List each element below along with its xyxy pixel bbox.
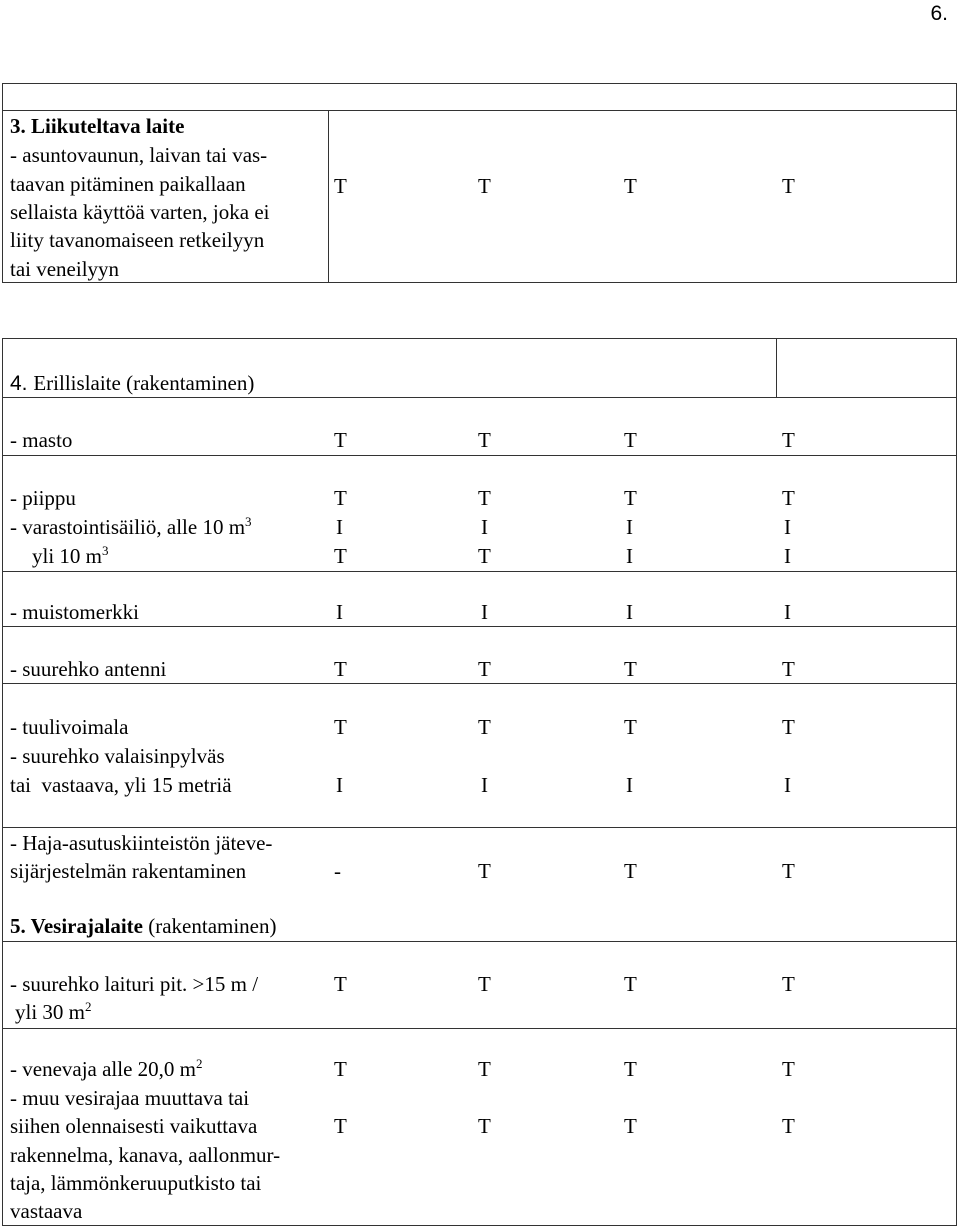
row-label-tuulivoimala: - tuulivoimala — [10, 715, 129, 739]
piippu-value: T — [624, 486, 637, 510]
row-label-laituri: - suurehko laituri pit. >15 m / — [10, 972, 259, 996]
row-label-muistomerkki: - muistomerkki — [10, 600, 139, 624]
sailio-label-b: yli 10 m — [32, 544, 103, 568]
muistomerkki-value: I — [481, 600, 488, 624]
sailio-value-b: T — [478, 544, 491, 568]
piippu-value: T — [478, 486, 491, 510]
laituri-label-b: yli 30 m — [15, 1000, 86, 1024]
row-label-antenni: - suurehko antenni — [10, 657, 167, 681]
section3-desc-line: liity tavanomaiseen retkeilyyn — [10, 228, 265, 252]
row-rule — [2, 827, 957, 828]
venevaja-value: T — [782, 1057, 795, 1081]
row-rule — [2, 1028, 957, 1029]
page-number: 6. — [930, 2, 948, 25]
tuulivoimala-value: T — [478, 715, 491, 739]
section4-heading-number: 4. — [10, 372, 34, 395]
sailio-value-a: I — [481, 515, 488, 539]
laituri-value: T — [624, 972, 637, 996]
row-rule — [2, 683, 957, 684]
sailio-value-a: I — [784, 515, 791, 539]
sailio-label-a: - varastointisäiliö, alle 10 m — [10, 515, 246, 539]
venevaja-label: - venevaja alle 20,0 m — [10, 1057, 197, 1081]
muu-value: T — [478, 1114, 491, 1138]
section3-value: T — [624, 174, 637, 198]
row-rule — [2, 941, 957, 942]
section5-heading-bold: 5. Vesirajalaite — [10, 914, 143, 938]
muistomerkki-value: I — [784, 600, 791, 624]
section4-right-divider — [776, 338, 777, 398]
row-label-venevaja — [10, 1055, 203, 1083]
sailio-sup-a: 3 — [245, 514, 252, 529]
section3-top-rule — [2, 110, 957, 111]
tuulivoimala-value: T — [782, 715, 795, 739]
tuulivoimala-value: T — [624, 715, 637, 739]
venevaja-sup: 2 — [196, 1056, 203, 1071]
row-label-muu-line: rakennelma, kanava, aallonmur- — [10, 1143, 281, 1167]
section4-heading — [10, 369, 254, 398]
section5-heading-rest: (rakentaminen) — [142, 914, 277, 938]
section3-desc-line: tai veneilyyn — [10, 257, 120, 281]
row-label-laituri-cont — [15, 998, 92, 1026]
row-label-sailio-small — [10, 513, 252, 541]
masto-value: T — [478, 428, 491, 452]
antenni-value: T — [624, 657, 637, 681]
antenni-value: T — [782, 657, 795, 681]
muu-value: T — [624, 1114, 637, 1138]
section3-desc-line: sellaista käyttöä varten, joka ei — [10, 200, 270, 224]
row-label-piippu: - piippu — [10, 486, 76, 510]
valaisin-value: I — [626, 773, 633, 797]
piippu-value: T — [334, 486, 347, 510]
row-label-muu-line: siihen olennaisesti vaikuttava — [10, 1114, 258, 1138]
masto-value: T — [624, 428, 637, 452]
jatevesi-value: - — [334, 859, 341, 883]
muu-value: T — [782, 1114, 795, 1138]
laituri-sup: 2 — [85, 999, 92, 1014]
tuulivoimala-value: T — [334, 715, 347, 739]
row-label-masto: - masto — [10, 428, 73, 452]
venevaja-value: T — [624, 1057, 637, 1081]
sailio-value-a: I — [336, 515, 343, 539]
jatevesi-value: T — [478, 859, 491, 883]
sailio-value-a: I — [626, 515, 633, 539]
section3-heading: 3. Liikuteltava laite — [10, 114, 185, 138]
section5-heading — [10, 912, 277, 940]
section3-desc-line: - asuntovaunun, laivan tai vas- — [10, 143, 268, 167]
masto-value: T — [334, 428, 347, 452]
row-label-muu-line: taja, lämmönkeruuputkisto tai — [10, 1171, 262, 1195]
jatevesi-value: T — [624, 859, 637, 883]
section4-heading-bold: Erillislaite — [33, 371, 121, 395]
section3-value: T — [782, 174, 795, 198]
piippu-value: T — [782, 486, 795, 510]
section4-heading-rest: (rakentaminen) — [120, 371, 255, 395]
muistomerkki-value: I — [336, 600, 343, 624]
section3-value: T — [478, 174, 491, 198]
section3-desc-line: taavan pitäminen paikallaan — [10, 172, 246, 196]
section3-value: T — [334, 174, 347, 198]
masto-value: T — [782, 428, 795, 452]
valaisin-value: I — [784, 773, 791, 797]
section3-column-divider — [328, 110, 329, 283]
row-rule — [2, 626, 957, 627]
muistomerkki-value: I — [626, 600, 633, 624]
jatevesi-value: T — [782, 859, 795, 883]
row-label-jatevesi-cont: sijärjestelmän rakentaminen — [10, 859, 247, 883]
laituri-value: T — [782, 972, 795, 996]
venevaja-value: T — [334, 1057, 347, 1081]
antenni-value: T — [334, 657, 347, 681]
row-rule — [2, 571, 957, 572]
laituri-value: T — [334, 972, 347, 996]
muu-value: T — [334, 1114, 347, 1138]
sailio-sup-b: 3 — [102, 543, 109, 558]
valaisin-value: I — [336, 773, 343, 797]
valaisin-value: I — [481, 773, 488, 797]
row-label-muu-line: vastaava — [10, 1199, 83, 1223]
row-label-valaisin: - suurehko valaisinpylväs — [10, 744, 225, 768]
sailio-value-b: I — [784, 544, 791, 568]
sailio-value-b: I — [626, 544, 633, 568]
antenni-value: T — [478, 657, 491, 681]
row-rule — [2, 455, 957, 456]
laituri-value: T — [478, 972, 491, 996]
row-label-sailio-large — [32, 542, 109, 570]
venevaja-value: T — [478, 1057, 491, 1081]
row-label-muu-line: - muu vesirajaa muuttava tai — [10, 1086, 250, 1110]
sailio-value-b: T — [334, 544, 347, 568]
row-label-valaisin-cont: tai vastaava, yli 15 metriä — [10, 773, 232, 797]
row-label-jatevesi: - Haja-asutuskiinteistön jäteve- — [10, 831, 273, 855]
